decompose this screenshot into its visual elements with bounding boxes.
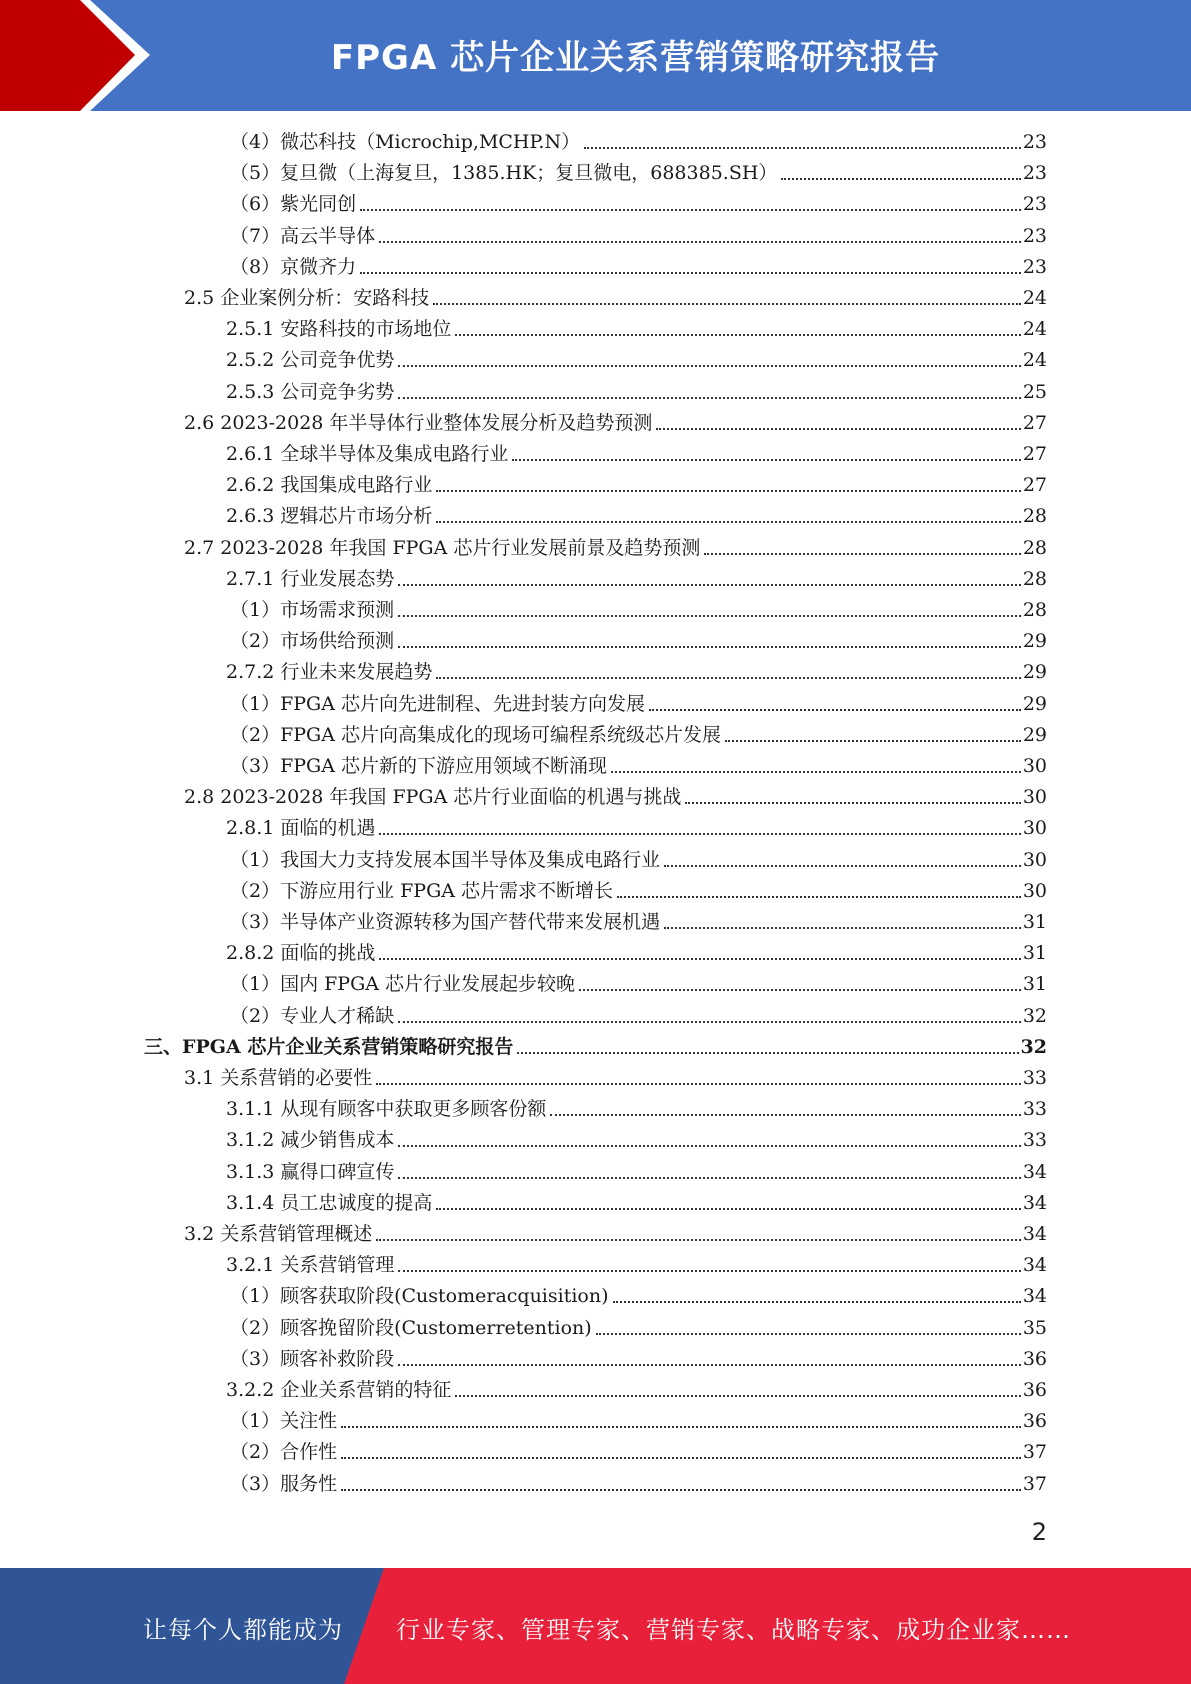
toc-entry[interactable] [230, 626, 1047, 656]
toc-entry-label: （8）京微齐力 [230, 255, 357, 278]
toc-entry-label: 2.5.2 公司竞争优势 [226, 349, 395, 372]
toc-entry-page: 30 [1022, 786, 1047, 809]
toc-leader-dots [596, 1333, 1021, 1335]
toc-entry-label: （1）国内 FPGA 芯片行业发展起步较晚 [230, 973, 576, 996]
toc-entry[interactable] [184, 533, 1047, 563]
toc-entry-page: 28 [1022, 505, 1047, 528]
toc-entry-page: 29 [1022, 692, 1047, 715]
toc-entry-page: 34 [1022, 1285, 1047, 1308]
toc-entry-page: 31 [1022, 911, 1047, 933]
toc-leader-dots [376, 1083, 1021, 1085]
toc-leader-dots [398, 1364, 1021, 1366]
toc-leader-dots [379, 241, 1021, 243]
toc-entry-label: 三、FPGA 芯片企业关系营销策略研究报告 [144, 1035, 514, 1058]
toc-leader-dots [398, 397, 1020, 399]
toc-entry-label: （3）服务性 [230, 1472, 338, 1495]
toc-leader-dots [433, 303, 1021, 305]
toc-leader-dots [376, 1239, 1021, 1241]
toc-entry-label: （6）紫光同创 [230, 193, 357, 216]
toc-entry[interactable] [226, 1250, 1047, 1280]
toc-entry-label: 3.2 关系营销管理概述 [184, 1223, 373, 1245]
toc-entry-page: 31 [1022, 973, 1047, 996]
toc-entry-page: 29 [1022, 723, 1047, 746]
toc-entry-label: 2.6 2023-2028 年半导体行业整体发展分析及趋势预测 [184, 411, 653, 434]
toc-entry[interactable] [230, 1344, 1047, 1374]
toc-leader-dots [398, 1177, 1020, 1179]
toc-leader-dots [436, 677, 1020, 679]
toc-entry-page: 30 [1022, 755, 1047, 777]
toc-entry[interactable] [230, 1437, 1047, 1467]
toc-entry-label: 2.8.2 面临的挑战 [226, 942, 376, 965]
toc-entry[interactable] [184, 1063, 1047, 1093]
toc-entry[interactable] [184, 408, 1047, 438]
toc-leader-dots [664, 865, 1021, 867]
toc-leader-dots [360, 209, 1021, 211]
toc-entry-label: 3.2.1 关系营销管理 [226, 1254, 395, 1277]
toc-entry-page: 37 [1022, 1472, 1047, 1495]
toc-entry-page: 30 [1022, 879, 1047, 902]
toc-entry[interactable] [230, 127, 1047, 157]
toc-entry[interactable] [226, 314, 1047, 344]
toc-entry-label: （3）FPGA 芯片新的下游应用领域不断涌现 [230, 755, 607, 777]
toc-entry[interactable] [184, 782, 1047, 812]
toc-entry-page: 32 [1022, 1004, 1047, 1027]
toc-leader-dots [398, 615, 1021, 617]
toc-entry-label: 2.7 2023-2028 年我国 FPGA 芯片行业发展前景及趋势预测 [184, 536, 701, 559]
page-title: FPGA 芯片企业关系营销策略研究报告 [330, 38, 941, 78]
toc-leader-dots [584, 147, 1021, 149]
toc-leader-dots [436, 521, 1020, 523]
toc-entry-label: （4）微芯科技（Microchip,MCHP.N） [230, 131, 581, 153]
toc-leader-dots [398, 1270, 1020, 1272]
toc-entry-page: 27 [1022, 474, 1047, 497]
toc-entry-page: 30 [1022, 848, 1047, 871]
toc-entry-label: 2.6.1 全球半导体及集成电路行业 [226, 443, 509, 465]
toc-entry-label: （2）顾客挽留阶段(Customerretention) [230, 1316, 592, 1339]
toc-entry-page: 24 [1022, 318, 1047, 341]
toc-entry-label: （3）半导体产业资源转移为国产替代带来发展机遇 [230, 911, 661, 933]
page-header [0, 0, 1191, 111]
toc-entry[interactable] [230, 252, 1047, 282]
toc-entry[interactable] [144, 1032, 1047, 1062]
toc-entry-label: 3.1.1 从现有顾客中获取更多顾客份额 [226, 1098, 547, 1121]
toc-entry-page: 23 [1022, 131, 1047, 153]
toc-entry-label: 3.2.2 企业关系营销的特征 [226, 1379, 452, 1401]
toc-entry-page: 34 [1022, 1160, 1047, 1183]
toc-entry[interactable] [230, 1281, 1047, 1311]
toc-entry-page: 27 [1022, 443, 1047, 465]
toc-entry-page: 30 [1022, 817, 1047, 840]
toc-leader-dots [613, 1301, 1021, 1303]
toc-leader-dots [398, 365, 1020, 367]
toc-entry-label: （1）市场需求预测 [230, 599, 395, 621]
toc-entry[interactable] [226, 470, 1047, 500]
toc-entry[interactable] [230, 1313, 1047, 1343]
toc-entry[interactable] [226, 1094, 1047, 1124]
toc-entry[interactable] [230, 907, 1047, 937]
toc-entry-label: （1）关注性 [230, 1410, 338, 1433]
toc-entry-page: 34 [1022, 1191, 1047, 1214]
toc-entry-page: 24 [1022, 349, 1047, 372]
toc-leader-dots [398, 1021, 1021, 1023]
toc-entry-label: （2）下游应用行业 FPGA 芯片需求不断增长 [230, 879, 614, 902]
toc-entry-page: 24 [1022, 287, 1047, 309]
footer-slogan-left: 让每个人都能成为 [143, 1616, 343, 1644]
toc-entry-label: 3.1.2 减少销售成本 [226, 1129, 395, 1152]
toc-leader-dots [436, 490, 1020, 492]
toc-entry[interactable] [226, 345, 1047, 375]
toc-entry-label: 2.7.2 行业未来发展趋势 [226, 661, 433, 684]
toc-leader-dots [704, 553, 1020, 555]
toc-entry-label: 3.1 关系营销的必要性 [184, 1067, 373, 1089]
toc-entry-label: （2）FPGA 芯片向高集成化的现场可编程系统级芯片发展 [230, 723, 721, 746]
toc-entry-page: 32 [1020, 1035, 1047, 1058]
toc-entry-label: （3）顾客补救阶段 [230, 1347, 395, 1370]
toc-entry-label: 2.6.2 我国集成电路行业 [226, 474, 433, 497]
toc-entry-label: 2.6.3 逻辑芯片市场分析 [226, 505, 433, 528]
page-footer [0, 1568, 1191, 1684]
toc-entry-label: （1）FPGA 芯片向先进制程、先进封装方向发展 [230, 692, 645, 715]
toc-leader-dots [656, 428, 1020, 430]
toc-entry[interactable] [230, 1469, 1047, 1499]
toc-leader-dots [512, 459, 1020, 461]
toc-entry-page: 23 [1022, 193, 1047, 216]
toc-leader-dots [664, 927, 1021, 929]
toc-entry[interactable] [226, 1375, 1047, 1405]
toc-entry[interactable] [226, 938, 1047, 968]
toc-entry[interactable] [226, 501, 1047, 531]
toc-leader-dots [436, 1208, 1020, 1210]
toc-entry[interactable] [230, 158, 1047, 188]
toc-entry[interactable] [230, 1406, 1047, 1436]
toc-entry-label: （5）复旦微（上海复旦，1385.HK；复旦微电，688385.SH） [230, 162, 778, 185]
toc-entry[interactable] [184, 1219, 1047, 1249]
toc-leader-dots [398, 584, 1020, 586]
toc-entry-label: （1）我国大力支持发展本国半导体及集成电路行业 [230, 848, 661, 871]
toc-entry[interactable] [226, 439, 1047, 469]
toc-entry-label: （2）合作性 [230, 1441, 338, 1464]
toc-leader-dots [649, 709, 1021, 711]
toc-entry-page: 35 [1022, 1316, 1047, 1339]
toc-leader-dots [360, 272, 1021, 274]
toc-entry-page: 36 [1022, 1347, 1047, 1370]
toc-entry[interactable] [230, 876, 1047, 906]
toc-entry-page: 37 [1022, 1441, 1047, 1464]
toc-entry-page: 23 [1022, 162, 1047, 185]
toc-leader-dots [398, 1145, 1020, 1147]
toc-entry[interactable] [230, 969, 1047, 999]
toc-entry[interactable] [226, 564, 1047, 594]
toc-entry-label: （7）高云半导体 [230, 224, 376, 247]
toc-entry-page: 28 [1022, 567, 1047, 590]
toc-entry[interactable] [230, 720, 1047, 750]
toc-entry[interactable] [226, 1188, 1047, 1218]
toc-entry-page: 23 [1022, 224, 1047, 247]
toc-entry[interactable] [230, 751, 1047, 781]
toc-entry-label: 3.1.4 员工忠诚度的提高 [226, 1191, 433, 1214]
toc-entry[interactable] [230, 595, 1047, 625]
toc-leader-dots [685, 802, 1020, 804]
toc-leader-dots [611, 771, 1021, 773]
toc-leader-dots [455, 334, 1020, 336]
toc-entry-page: 33 [1022, 1098, 1047, 1121]
toc-entry-page: 34 [1022, 1254, 1047, 1277]
toc-entry[interactable] [226, 1157, 1047, 1187]
page-number: 2 [1031, 1518, 1047, 1546]
toc-leader-dots [550, 1114, 1020, 1116]
toc-leader-dots [517, 1052, 1018, 1054]
toc-entry-label: 3.1.3 赢得口碑宣传 [226, 1160, 395, 1183]
toc-leader-dots [379, 833, 1020, 835]
toc-entry-page: 29 [1022, 630, 1047, 653]
toc-entry-label: （2）市场供给预测 [230, 630, 395, 653]
toc-entry-page: 33 [1022, 1129, 1047, 1152]
toc-entry[interactable] [230, 221, 1047, 251]
toc-entry[interactable] [226, 1125, 1047, 1155]
toc-entry-label: 2.5.1 安路科技的市场地位 [226, 318, 452, 341]
toc-entry-label: 2.5 企业案例分析：安路科技 [184, 287, 430, 309]
toc-entry-page: 33 [1022, 1067, 1047, 1089]
toc-entry[interactable] [226, 377, 1047, 407]
toc-leader-dots [781, 178, 1020, 180]
toc-leader-dots [579, 989, 1021, 991]
footer-slogan-right: 行业专家、管理专家、营销专家、战略专家、成功企业家…… [396, 1616, 1071, 1644]
toc-entry-label: 2.7.1 行业发展态势 [226, 567, 395, 590]
toc-leader-dots [341, 1489, 1021, 1491]
toc-entry[interactable] [184, 283, 1047, 313]
toc-entry[interactable] [230, 189, 1047, 219]
toc-entry[interactable] [230, 845, 1047, 875]
toc-leader-dots [379, 958, 1020, 960]
toc-entry-page: 28 [1022, 536, 1047, 559]
toc-entry-page: 34 [1022, 1223, 1047, 1245]
toc-entry-page: 36 [1022, 1379, 1047, 1401]
toc-entry-page: 29 [1022, 661, 1047, 684]
toc-entry-label: 2.8 2023-2028 年我国 FPGA 芯片行业面临的机遇与挑战 [184, 786, 682, 809]
toc-entry-page: 27 [1022, 411, 1047, 434]
toc-entry-label: 2.5.3 公司竞争劣势 [226, 380, 395, 403]
toc-entry[interactable] [230, 1001, 1047, 1031]
toc-entry[interactable] [230, 689, 1047, 719]
toc-entry-page: 36 [1022, 1410, 1047, 1433]
toc-entry-label: 2.8.1 面临的机遇 [226, 817, 376, 840]
toc-entry-label: （1）顾客获取阶段(Customeracquisition) [230, 1285, 609, 1308]
toc-entry-page: 31 [1022, 942, 1047, 965]
toc-leader-dots [455, 1395, 1020, 1397]
toc-leader-dots [341, 1457, 1021, 1459]
toc-leader-dots [617, 896, 1021, 898]
toc-leader-dots [398, 646, 1021, 648]
toc-entry-page: 25 [1022, 380, 1047, 403]
toc-entry-label: （2）专业人才稀缺 [230, 1004, 395, 1027]
toc-entry-page: 23 [1022, 255, 1047, 278]
toc-leader-dots [725, 740, 1021, 742]
toc-leader-dots [341, 1426, 1021, 1428]
toc-entry[interactable] [226, 813, 1047, 843]
toc-entry[interactable] [226, 657, 1047, 687]
toc-entry-page: 28 [1022, 599, 1047, 621]
